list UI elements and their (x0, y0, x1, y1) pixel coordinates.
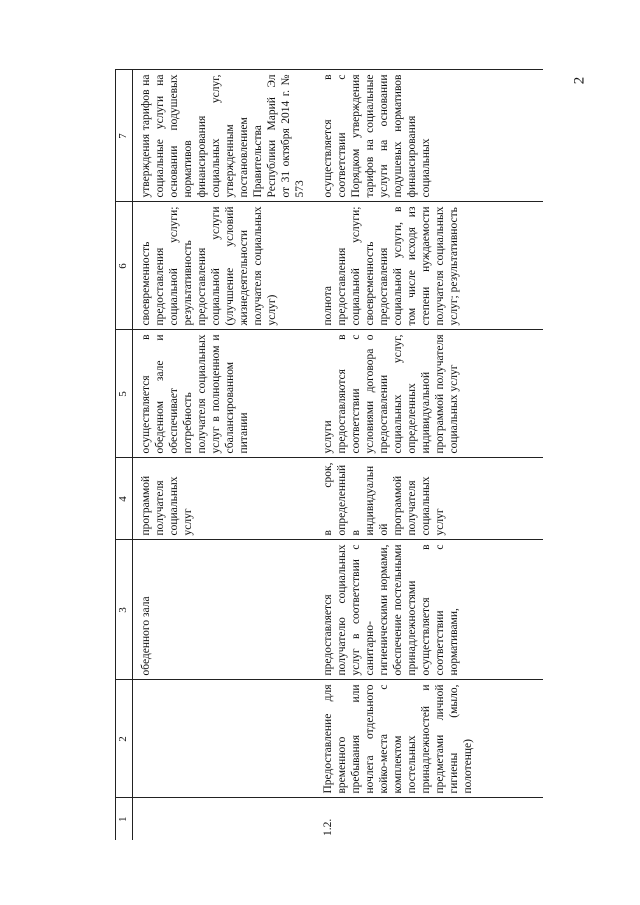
service-name (133, 680, 312, 798)
header-cell: 2 (116, 680, 133, 798)
header-cell: 6 (116, 202, 133, 330)
service-conditions: осуществляется в соответствии с Порядком утверждения тарифов на социальные услуги на основании подушевых нормативов финансирования социальных (311, 70, 543, 202)
services-table (115, 70, 565, 840)
header-cell: 3 (116, 540, 133, 680)
services-table-wrapper (115, 70, 565, 840)
table-row (133, 70, 312, 840)
row-number: 1.2. (311, 798, 543, 840)
header-cell: 7 (116, 70, 133, 202)
service-provision-terms: услуги предоставляются в соответствии с условиями договора о предоставлении социальных услуг, определенных индивидуальной программой получателя социальных услуг (311, 330, 543, 458)
quality-indicators: своевременность предоставления социальной услуги; результативность предоставления социальной услуги (улучшение условий жизнедеятельности получателя социальных услуг) (133, 202, 312, 330)
service-conditions: утверждения тарифов на социальные услуги на основании подушевых нормативов финансирования социальных услуг, утвержденным постановлением Правительства Республики Марий Эл от 31 октября 2014 г. № 573 (133, 70, 312, 202)
service-name: Предоставление для временного пребывания или ночлега отдельного койко-места с комплектом постельных принадлежностей и предметами личной гигиены (мыло, полотенце) (311, 680, 543, 798)
header-cell: 4 (116, 458, 133, 540)
service-description: обеденного зала (133, 540, 312, 680)
service-timing: программой получателя социальных услуг (133, 458, 312, 540)
table-header-row (116, 70, 133, 840)
row-number (133, 798, 312, 840)
quality-indicators: полнота предоставления социальной услуги; своевременность предоставления социальной услуги, в том числе исходя из степени нуждаемости получателя социальных услуг; результативность (311, 202, 543, 330)
service-description: предоставляется получателю социальных услуг в соответствии с санитарно-гигиеническими нормами, обеспечение постельными принадлежностями осуществляется в соответствии с нормативами, (311, 540, 543, 680)
header-cell: 1 (116, 798, 133, 840)
service-timing: в срок, определенный в индивидуальной программой получателя социальных услуг (311, 458, 543, 540)
header-cell: 5 (116, 330, 133, 458)
page-number: 2 (571, 76, 588, 84)
service-provision-terms: осуществляется в обеденном зале и обеспечивает потребность получателя социальных услуг в полноценном и сбалансированном питании (133, 330, 312, 458)
table-row (311, 70, 543, 840)
